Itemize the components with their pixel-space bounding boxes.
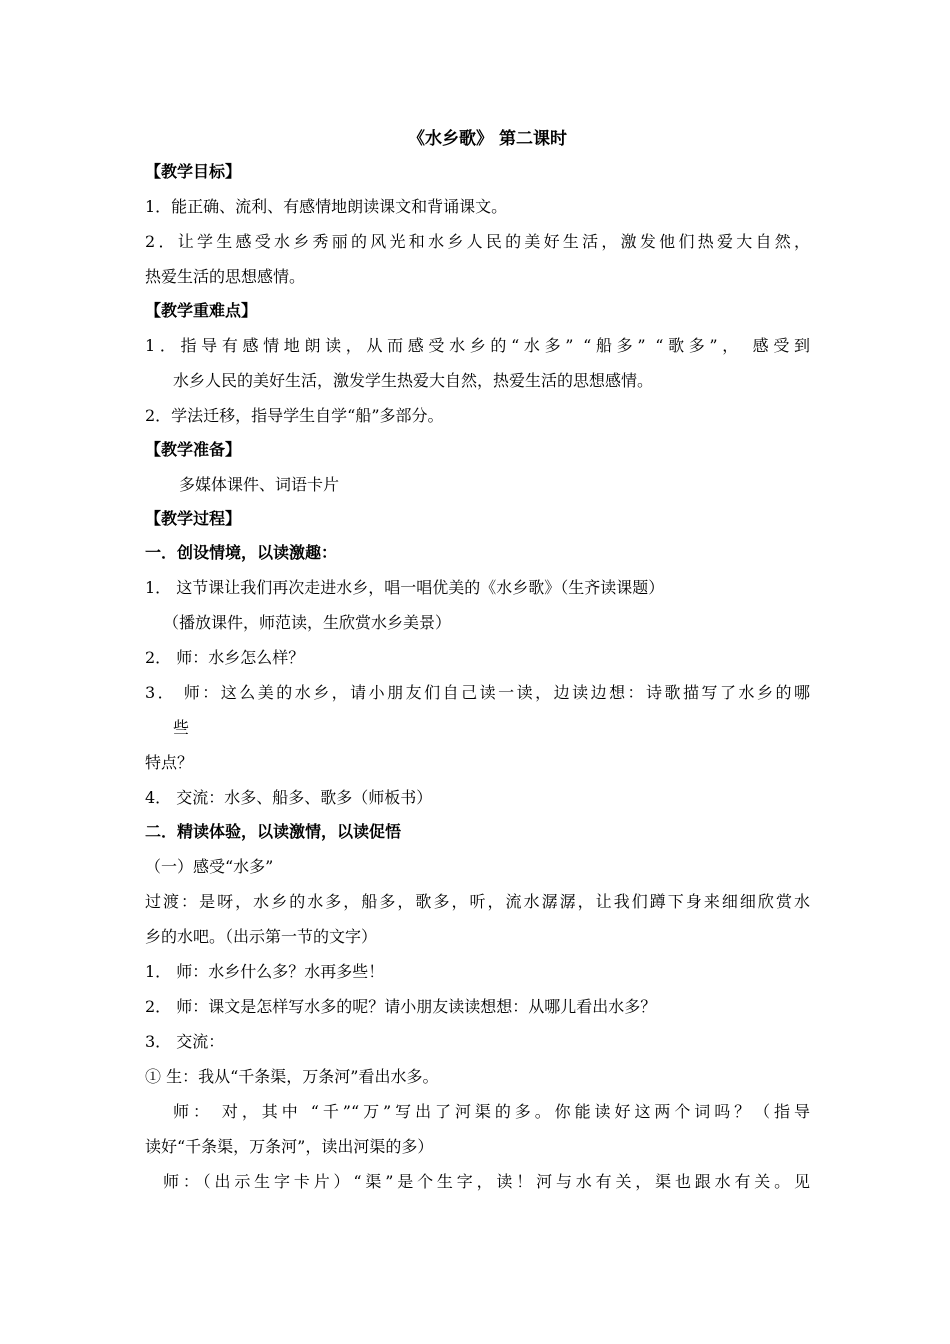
section-heading-prep: 【教学准备】 <box>145 440 242 459</box>
process-part-2-heading: 二．精读体验，以读激情，以读促悟 <box>145 822 402 841</box>
keypoint-item-1-line-1: 1．指导有感情地朗读，从而感受水乡的“水多” “船多” “歌多”， 感受到 <box>145 336 810 355</box>
section-heading-goals: 【教学目标】 <box>145 162 242 181</box>
process-part-1-item-1-line-1: 1． 这节课让我们再次走进水乡，唱一唱优美的《水乡歌》（生齐读课题） <box>145 578 665 597</box>
page-title: 《水乡歌》 第二课时 <box>408 129 567 149</box>
goal-item-2-line-2: 热爱生活的思想感情。 <box>145 267 306 286</box>
process-part-2-teacher-1-line-2: 读好“千条渠，万条河”，读出河渠的多） <box>145 1137 434 1156</box>
process-part-2-item-2: 2． 师：课文是怎样写水多的呢？请小朋友读读想想：从哪儿看出水多？ <box>145 997 657 1016</box>
keypoint-item-2: 2．学法迁移，指导学生自学“船”多部分。 <box>145 406 444 425</box>
section-heading-process: 【教学过程】 <box>145 509 242 528</box>
process-part-2-sub-1: （一）感受“水多” <box>145 857 274 876</box>
process-part-2-teacher-1-line-1: 师： 对，其中 “千”“万”写出了河渠的多。你能读好这两个词吗？（指导 <box>173 1102 810 1121</box>
prep-text: 多媒体课件、词语卡片 <box>179 475 340 494</box>
process-part-2-item-1: 1． 师：水乡什么多？水再多些！ <box>145 962 385 981</box>
process-part-2-answer-1: ① 生：我从“千条渠，万条河”看出水多。 <box>145 1067 439 1086</box>
process-part-1-heading: 一．创设情境，以读激趣： <box>145 543 338 562</box>
goal-item-1: 1．能正确、流利、有感情地朗读课文和背诵课文。 <box>145 197 508 216</box>
process-part-1-item-3-line-2: 些 <box>173 718 190 737</box>
process-part-1-item-3-line-3: 特点？ <box>145 753 194 772</box>
process-part-1-item-2: 2． 师：水乡怎么样？ <box>145 648 305 667</box>
process-part-2-transition-line-1: 过渡：是呀，水乡的水多，船多，歌多，听，流水潺潺，让我们蹲下身来细细欣赏水 <box>145 892 810 911</box>
process-part-1-item-1-line-2: （播放课件，师范读，生欣赏水乡美景） <box>163 613 452 632</box>
process-part-2-item-3: 3． 交流： <box>145 1032 225 1051</box>
process-part-1-item-3-line-1: 3． 师：这么美的水乡，请小朋友们自己读一读，边读边想：诗歌描写了水乡的哪 <box>145 683 810 702</box>
keypoint-item-1-line-2: 水乡人民的美好生活，激发学生热爱大自然，热爱生活的思想感情。 <box>173 371 654 390</box>
goal-item-2-line-1: 2．让学生感受水乡秀丽的风光和水乡人民的美好生活，激发他们热爱大自然， <box>145 232 810 251</box>
section-heading-keypoints: 【教学重难点】 <box>145 301 258 320</box>
process-part-2-transition-line-2: 乡的水吧。（出示第一节的文字） <box>145 927 378 946</box>
process-part-2-teacher-2-line-1: 师：（出示生字卡片）“渠”是个生字，读！河与水有关，渠也跟水有关。见 <box>163 1172 810 1191</box>
process-part-1-item-4: 4． 交流：水多、船多、歌多（师板书） <box>145 788 433 807</box>
document-content <box>145 123 810 1199</box>
